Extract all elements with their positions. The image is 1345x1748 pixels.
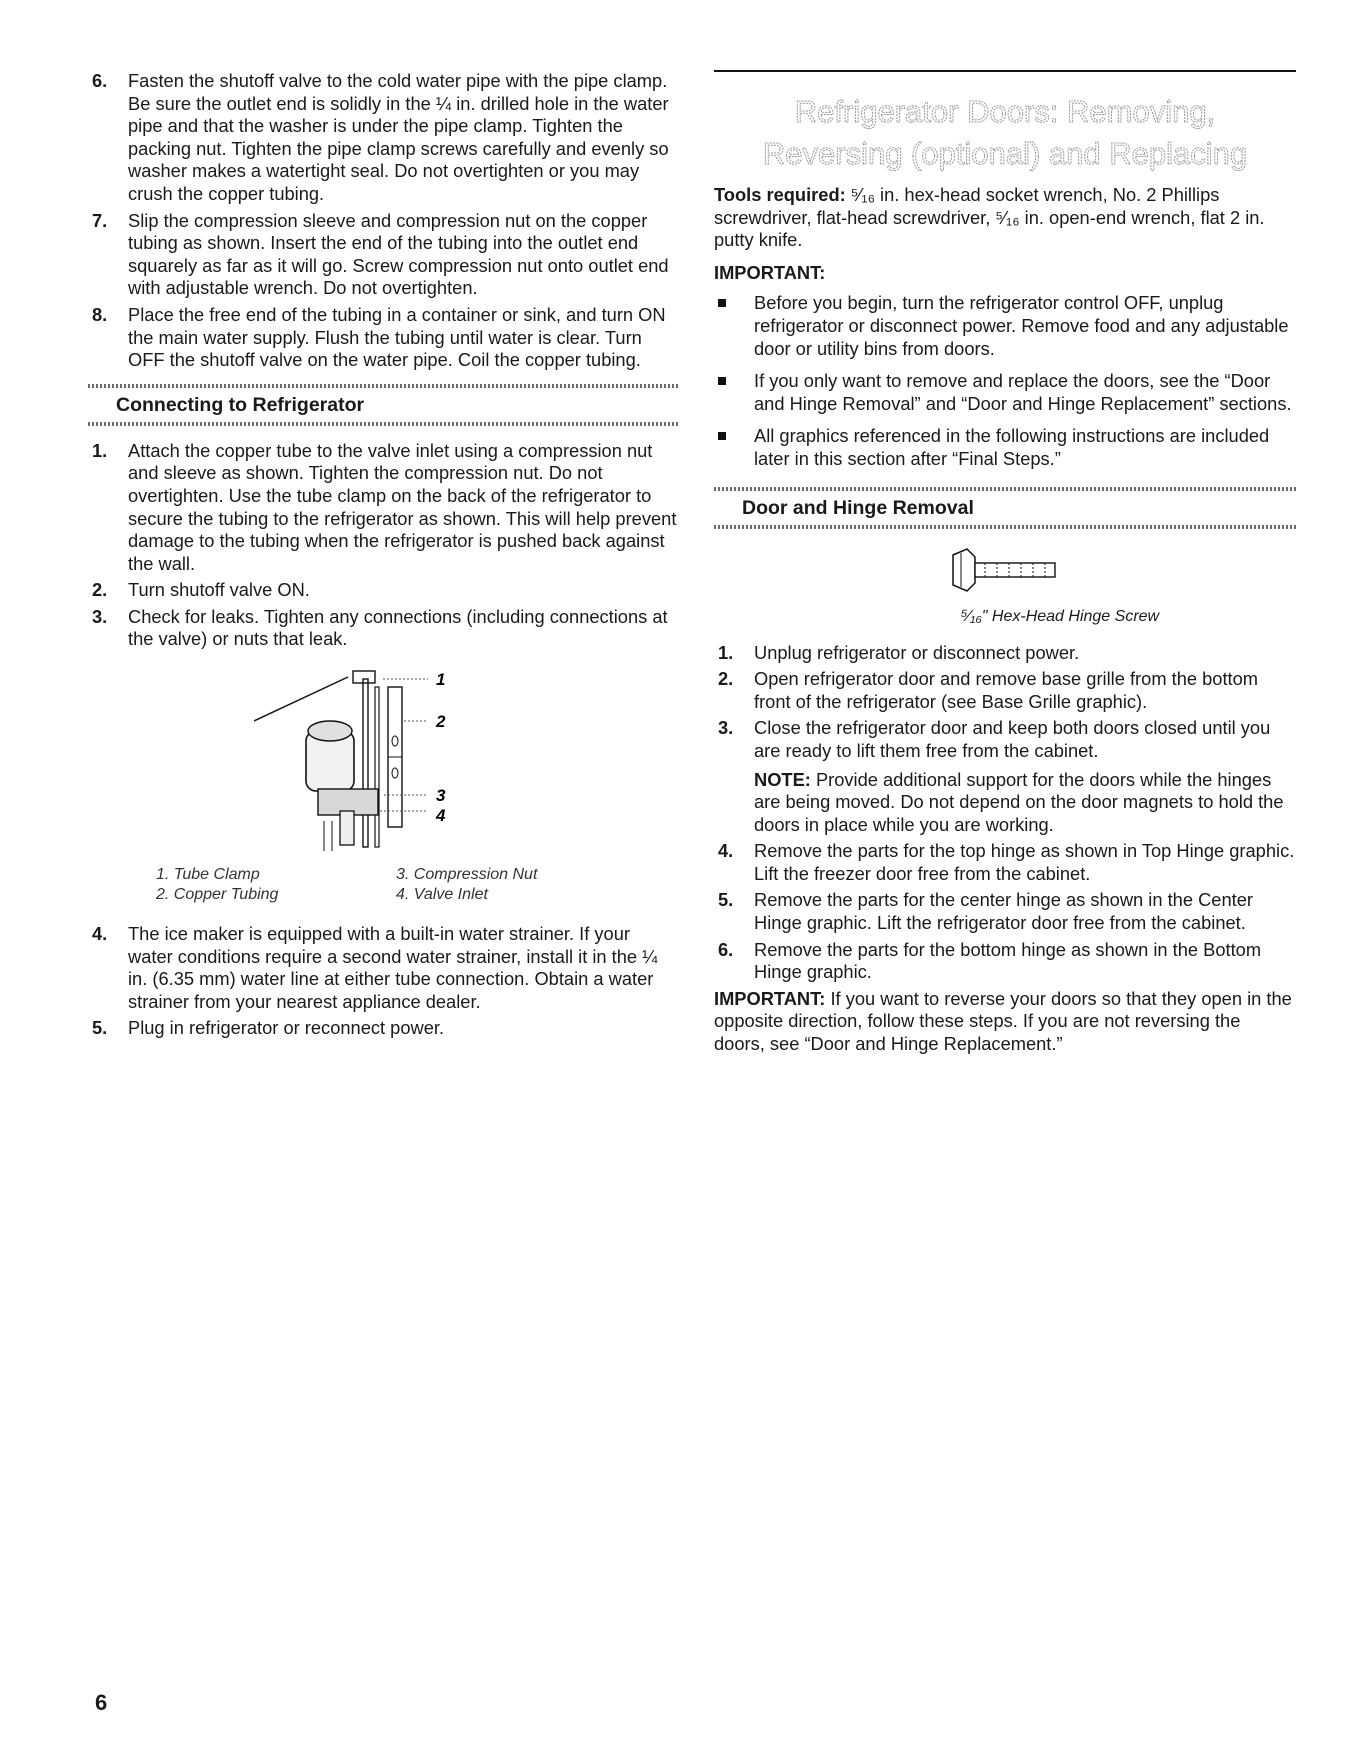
section-title: Door and Hinge Removal [742, 496, 974, 519]
section-heading [714, 487, 1296, 529]
callout-4: 4 [436, 806, 446, 826]
list-item [88, 1017, 678, 1040]
list-item [714, 292, 1296, 360]
step-text: Unplug refrigerator or disconnect power. [754, 641, 1080, 663]
step-number: 1. [92, 439, 108, 461]
connect-steps [88, 440, 678, 651]
step-number: 3. [718, 717, 734, 739]
list-item [714, 889, 1296, 934]
right-column [714, 70, 1296, 1056]
section-heading [88, 384, 678, 426]
legend-item: 3. Compression Nut [396, 866, 538, 884]
water-line-steps [88, 70, 678, 372]
dotted-rule [88, 422, 678, 426]
callout-1: 1 [436, 670, 446, 690]
bullet-square-icon [718, 377, 726, 385]
bullet-square-icon [718, 432, 726, 440]
list-item [88, 606, 678, 651]
important-bullets [714, 292, 1296, 470]
tools-label: Tools required: [714, 184, 846, 205]
step-text: Remove the parts for the bottom hinge as shown in the Bottom Hinge graphic. [754, 938, 1262, 983]
step-number: 6. [92, 70, 108, 91]
tools-paragraph [714, 184, 1296, 252]
step-text: Remove the parts for the center hinge as shown in the Center Hinge graphic. Lift the refrigerator door free from the cabinet. [754, 889, 1253, 934]
list-item [714, 939, 1296, 984]
legend-item: 1. Tube Clamp [156, 866, 260, 884]
note-paragraph [754, 769, 1296, 837]
important-reverse-paragraph [714, 988, 1296, 1056]
left-column [88, 70, 678, 1044]
step-number: 7. [92, 209, 108, 231]
bullet-text: Before you begin, turn the refrigerator control OFF, unplug refrigerator or disconnect power. Remove food and any adjustable door or utility bins from doors. [754, 292, 1289, 359]
page-title [714, 88, 1296, 172]
step-number: 2. [718, 668, 734, 690]
list-item [714, 370, 1296, 415]
bullet-text: All graphics referenced in the following instructions are included later in this section after “Final Steps.” [754, 425, 1270, 469]
step-text: Place the free end of the tubing in a container or sink, and turn ON the main water supply. Flush the tubing until water is clear. Turn OFF the shutoff valve on the water pipe. Coil the copper tubing. [128, 303, 666, 371]
step-number: 2. [92, 579, 108, 601]
strainer-steps [88, 923, 678, 1040]
list-item [88, 579, 678, 602]
bullet-square-icon [718, 299, 726, 307]
page-number: 6 [95, 1690, 108, 1715]
callout-2: 2 [436, 712, 446, 732]
list-item [88, 440, 678, 576]
bullet-text: If you only want to remove and replace the doors, see the “Door and Hinge Removal” and “Door and Hinge Replacement” sections. [754, 370, 1292, 414]
important-text-2: If you want to reverse your doors so that they open in the opposite direction, follow these steps. If you are not reversing the doors, see “Door and Hinge Replacement.” [714, 987, 1292, 1055]
important-label: IMPORTANT: [714, 261, 826, 283]
step-number: 1. [718, 641, 734, 663]
legend-item: 4. Valve Inlet [396, 886, 488, 904]
step-text: The ice maker is equipped with a built-in water strainer. If your water conditions require a second water strainer, install it in the ¼ in. (6.35 mm) water line at either tube connection. Obtain a water strainer from your nearest appliance dealer. [128, 923, 658, 1012]
list-item [714, 717, 1296, 836]
step-number: 5. [92, 1017, 108, 1039]
legend-item: 2. Copper Tubing [156, 886, 279, 904]
step-text: Check for leaks. Tighten any connections (including connections at the valve) or nuts that leak. [128, 605, 668, 650]
valve-diagram [88, 661, 678, 861]
step-number: 4. [92, 923, 108, 945]
step-text: Turn shutoff valve ON. [128, 579, 310, 601]
list-item [714, 840, 1296, 885]
dotted-rule [714, 525, 1296, 529]
outlined-title [725, 88, 1285, 172]
list-item [88, 210, 678, 300]
hex-screw-icon [945, 547, 1065, 593]
tools-text: ⁵⁄₁₆ in. hex-head socket wrench, No. 2 Phillips screwdriver, flat-head screwdriver, ⁵⁄₁₆ in. open-end wrench, flat 2 in. putty knife. [714, 184, 1265, 251]
list-item [714, 425, 1296, 470]
step-number: 3. [92, 605, 108, 627]
figure-legend [156, 865, 678, 905]
hinge-screw-figure [714, 547, 1296, 598]
title-line-2: Reversing (optional) and Replacing [762, 136, 1248, 171]
step-number: 8. [92, 303, 108, 325]
step-text: Close the refrigerator door and keep both doors closed until you are ready to lift them free from the cabinet. [754, 717, 1271, 761]
section-title: Connecting to Refrigerator [116, 393, 365, 416]
step-text: Attach the copper tube to the valve inlet using a compression nut and sleeve as shown. Tighten the compression nut. Do not overtighten. Use the tube clamp on the back of the refrigerator to secure the tubing to the refrigerator as shown. This will help prevent damage to the tubing when the refrigerator is pushed back against the wall. [128, 439, 677, 574]
list-item [88, 923, 678, 1013]
step-text: Plug in refrigerator or reconnect power. [128, 1017, 445, 1039]
list-item [88, 304, 678, 372]
step-number: 4. [718, 840, 734, 862]
top-rule [714, 70, 1296, 72]
step-text: Fasten the shutoff valve to the cold water pipe with the pipe clamp. Be sure the outlet end is solidly in the ¼ in. drilled hole in the water pipe and that the washer is under the pipe clamp. Tighten the packing nut. Tighten the pipe clamp screws carefully and evenly so washer makes a watertight seal. Do not overtighten or you may crush the copper tubing. [128, 70, 669, 204]
important-label-2: IMPORTANT: [714, 987, 826, 1009]
door-removal-steps [714, 642, 1296, 984]
title-line-1: Refrigerator Doors: Removing, [794, 94, 1216, 129]
step-number: 6. [718, 938, 734, 960]
list-item [88, 70, 678, 206]
step-text: Remove the parts for the top hinge as shown in Top Hinge graphic. Lift the freezer door free from the cabinet. [754, 840, 1295, 884]
list-item [714, 668, 1296, 713]
note-text: Provide additional support for the doors while the hinges are being moved. Do not depend on the door magnets to hold the doors in place while you are working. [754, 768, 1284, 835]
callout-3: 3 [436, 786, 446, 806]
step-text: Open refrigerator door and remove base grille from the bottom front of the refrigerator (see Base Grille graphic). [754, 668, 1259, 712]
list-item [714, 642, 1296, 665]
step-number: 5. [718, 889, 734, 911]
note-label: NOTE: [754, 768, 811, 790]
valve-illustration [88, 661, 678, 861]
step-text: Slip the compression sleeve and compression nut on the copper tubing as shown. Insert the end of the tubing into the outlet end squarely as far as it will go. Screw compression nut onto outlet end with adjustable wrench. Do not overtighten. [128, 209, 669, 299]
hinge-screw-caption: ⁵⁄₁₆" Hex-Head Hinge Screw [960, 607, 1160, 625]
